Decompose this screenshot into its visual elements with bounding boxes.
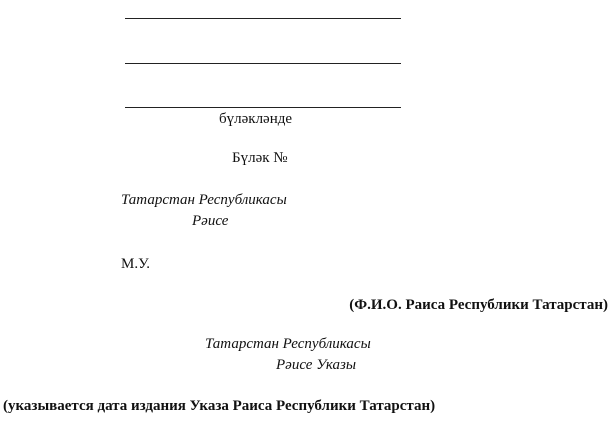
blank-line-1: [125, 18, 401, 19]
decree-title-line2: Рәисе Указы: [276, 357, 357, 373]
president-title-line1: Татарстан Республикасы: [121, 192, 287, 208]
decree-date-note: (указывается дата издания Указа Раиса Республики Татарстан): [3, 398, 436, 414]
seal-placeholder: М.У.: [121, 256, 151, 272]
blank-line-3: [125, 107, 401, 108]
decree-title-line1: Татарстан Республикасы: [205, 336, 371, 352]
blank-line-2: [125, 63, 401, 64]
president-title-line2: Рәисе: [192, 213, 229, 229]
president-name-placeholder: (Ф.И.О. Раиса Республики Татарстан): [349, 297, 608, 313]
award-number-label: Бүләк №: [232, 150, 288, 166]
awarded-label: бүләкләнде: [219, 111, 293, 127]
